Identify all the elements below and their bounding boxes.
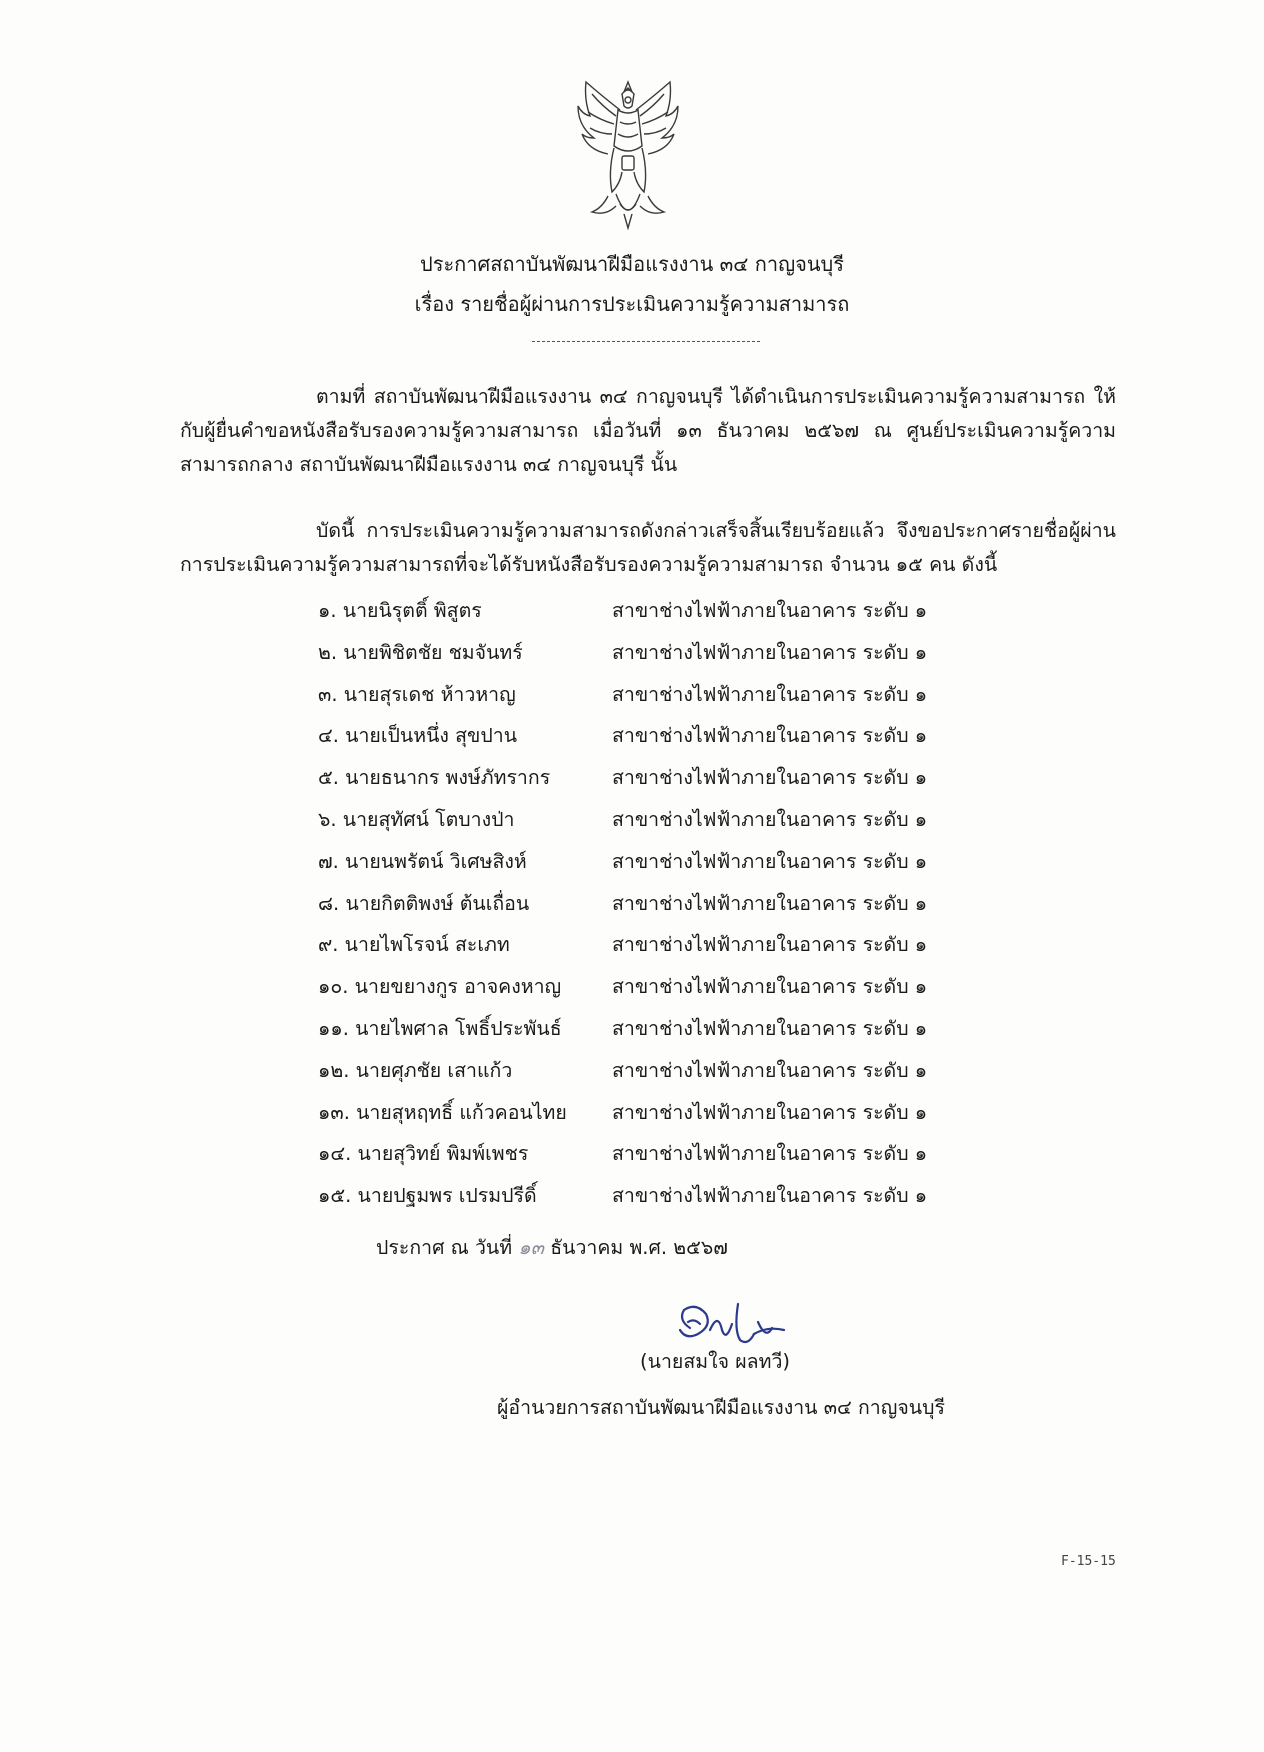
signer-position: ผู้อำนวยการสถาบันพัฒนาฝีมือแรงงาน ๓๔ กาญจนบุรี: [497, 1396, 945, 1419]
candidate-branch: สาขาช่างไฟฟ้าภายในอาคาร ระดับ ๑: [612, 891, 928, 915]
candidate-branch: สาขาช่างไฟฟ้าภายในอาคาร ระดับ ๑: [612, 599, 928, 622]
announcement-date: [376, 1232, 728, 1263]
header-divider: [532, 341, 760, 342]
candidate-branch: สาขาช่างไฟฟ้าภายในอาคาร ระดับ ๑: [612, 1058, 928, 1082]
announcement-prefix: ประกาศ ณ วันที่: [376, 1236, 513, 1259]
candidate-name: ๗. นายนพรัตน์ วิเศษสิงห์: [318, 849, 527, 873]
candidate-name: ๖. นายสุทัศน์ โตบางป่า: [318, 807, 515, 831]
garuda-emblem-icon: [572, 76, 684, 232]
form-code: F-15-15: [1061, 1554, 1116, 1569]
candidate-name: ๔. นายเป็นหนึ่ง สุขปาน: [318, 724, 518, 748]
candidate-branch: สาขาช่างไฟฟ้าภายในอาคาร ระดับ ๑: [612, 933, 928, 957]
candidate-branch: สาขาช่างไฟฟ้าภายในอาคาร ระดับ ๑: [612, 682, 928, 706]
candidate-name: ๑๓. นายสุหฤทธิ์ แก้วคอนไทย: [318, 1100, 567, 1124]
candidate-branch: สาขาช่างไฟฟ้าภายในอาคาร ระดับ ๑: [612, 640, 928, 664]
candidate-branch: สาขาช่างไฟฟ้าภายในอาคาร ระดับ ๑: [612, 1142, 928, 1166]
document-subject: เรื่อง รายชื่อผู้ผ่านการประเมินความรู้ความสามารถ: [414, 292, 850, 316]
candidate-branch: สาขาช่างไฟฟ้าภายในอาคาร ระดับ ๑: [612, 1184, 928, 1208]
body-paragraph-2: บัดนี้ การประเมินความรู้ความสามารถดังกล่าวเสร็จสิ้นเรียบร้อยแล้ว จึงขอประกาศรายชื่อผู้ผ่านการประเมินความรู้ความสามารถที่จะได้รับหนังสือรับรองความรู้ความสามารถ จำนวน ๑๕ คน ดังนี้: [180, 519, 1116, 576]
announcement-suffix: ธันวาคม พ.ศ. ๒๕๖๗: [550, 1236, 728, 1259]
candidate-name: ๒. นายพิชิตชัย ชมจันทร์: [318, 640, 523, 664]
handwritten-day: ๑๓: [518, 1236, 545, 1259]
candidate-name: ๑๔. นายสุวิทย์ พิมพ์เพชร: [318, 1142, 529, 1166]
candidate-name: ๑๐. นายขยางกูร อาจคงหาญ: [318, 975, 562, 999]
candidate-name: ๕. นายธนากร พงษ์ภัทรากร: [318, 766, 551, 790]
candidate-name: ๑๕. นายปฐมพร เปรมปรีดิ์: [318, 1184, 537, 1208]
candidate-branch: สาขาช่างไฟฟ้าภายในอาคาร ระดับ ๑: [612, 849, 928, 873]
candidate-name: ๘. นายกิตติพงษ์ ต้นเถื่อน: [318, 891, 530, 915]
candidate-branch: สาขาช่างไฟฟ้าภายในอาคาร ระดับ ๑: [612, 766, 928, 790]
candidate-branch: สาขาช่างไฟฟ้าภายในอาคาร ระดับ ๑: [612, 975, 928, 999]
candidate-branch: สาขาช่างไฟฟ้าภายในอาคาร ระดับ ๑: [612, 1016, 928, 1040]
candidate-name: ๑๑. นายไพศาล โพธิ์ประพันธ์: [318, 1016, 562, 1040]
candidate-name: ๑๒. นายศุภชัย เสาแก้ว: [318, 1058, 513, 1082]
candidate-name: ๓. นายสุรเดช ห้าวหาญ: [318, 682, 516, 706]
candidate-branch: สาขาช่างไฟฟ้าภายในอาคาร ระดับ ๑: [612, 1100, 928, 1124]
candidate-branch: สาขาช่างไฟฟ้าภายในอาคาร ระดับ ๑: [612, 724, 928, 748]
candidate-name: ๙. นายไพโรจน์ สะเภท: [318, 933, 510, 957]
candidate-branch: สาขาช่างไฟฟ้าภายในอาคาร ระดับ ๑: [612, 807, 928, 831]
document-title: ประกาศสถาบันพัฒนาฝีมือแรงงาน ๓๔ กาญจนบุรี: [420, 252, 844, 276]
signer-name: (นายสมใจ ผลทวี): [640, 1350, 791, 1373]
candidate-name: ๑. นายนิรุตติ์ พิสูตร: [318, 599, 482, 622]
body-paragraph-1: ตามที่ สถาบันพัฒนาฝีมือแรงงาน ๓๔ กาญจนบุรี ได้ดำเนินการประเมินความรู้ความสามารถ ให้กับผู้ยื่นคำขอหนังสือรับรองความรู้ความสามารถ เมื่อวันที่ ๑๓ ธันวาคม ๒๕๖๗ ณ ศูนย์ประเมินความรู้ความสามารถกลาง สถาบันพัฒนาฝีมือแรงงาน ๓๔ กาญจนบุรี นั้น: [180, 385, 1116, 476]
